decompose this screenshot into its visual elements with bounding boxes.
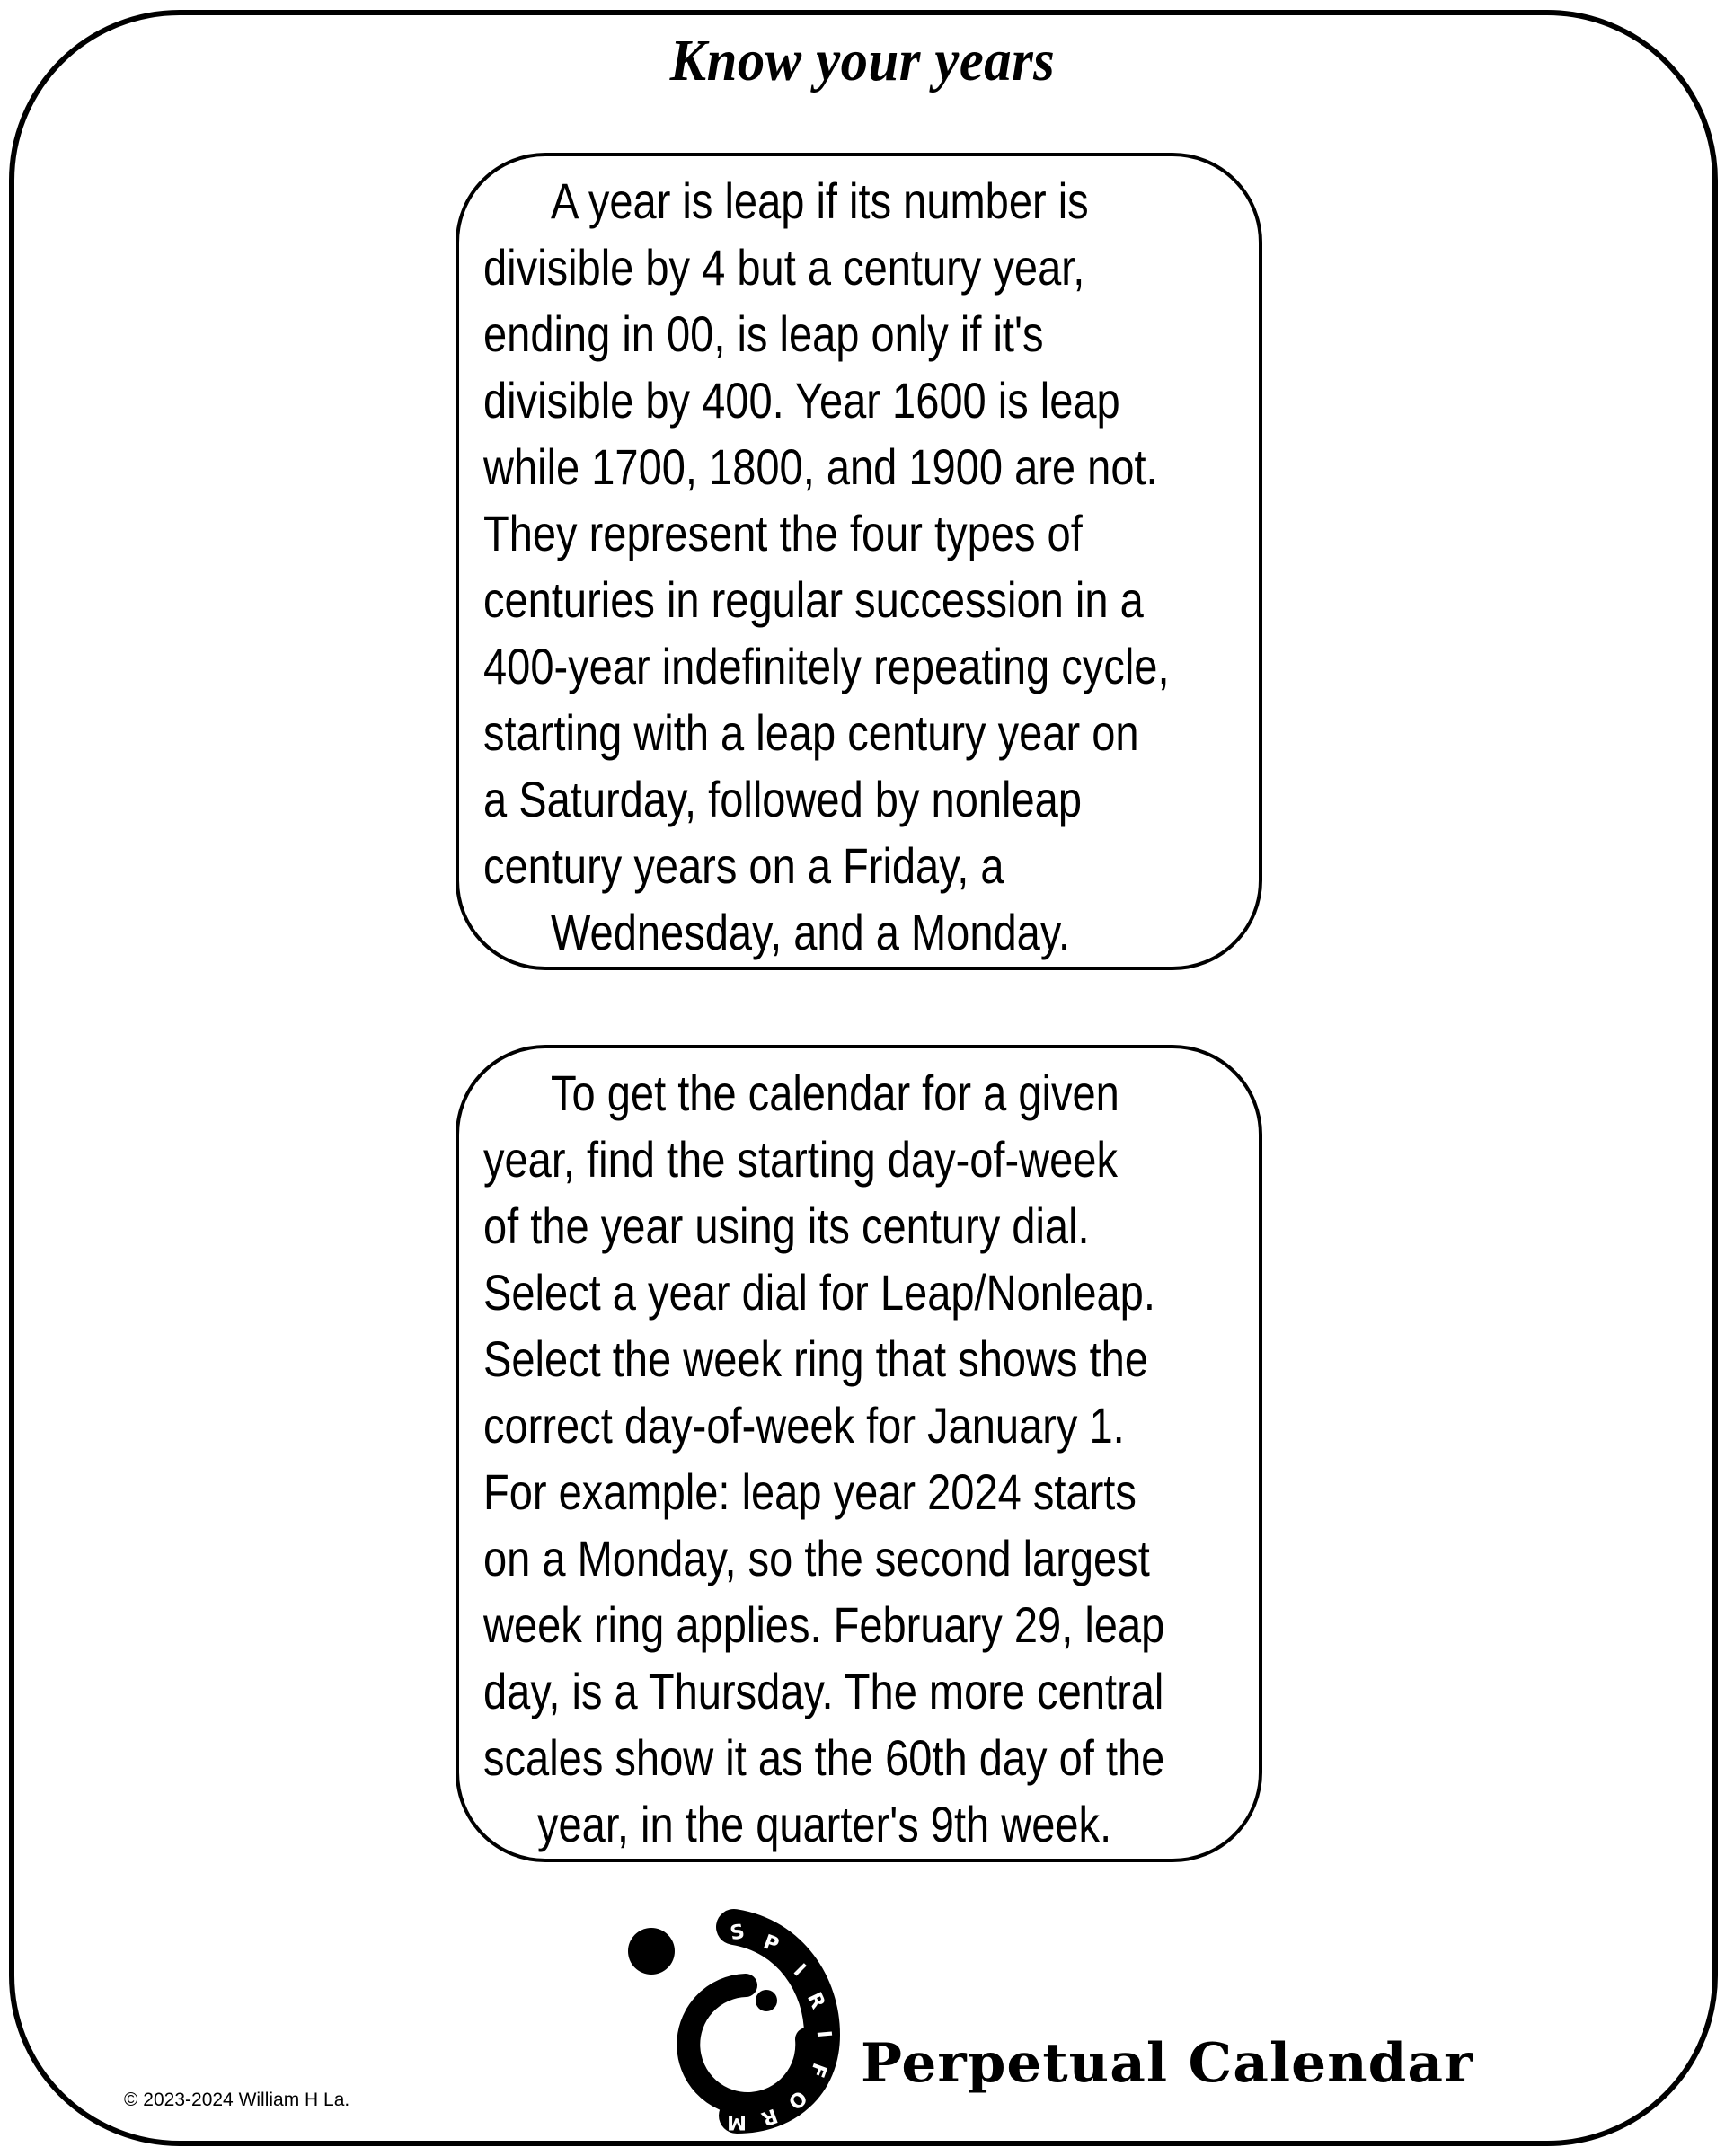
svg-text:R: R xyxy=(801,1989,829,2013)
svg-text:R: R xyxy=(757,2103,781,2130)
logo-outer-arc xyxy=(734,1927,822,2116)
page-title xyxy=(0,27,1725,95)
svg-text:I: I xyxy=(788,1959,810,1982)
text-line: divisible by 400. Year 1600 is leap xyxy=(483,372,1120,429)
text-line: To get the calendar for a given xyxy=(551,1065,1119,1121)
text-line: For example: leap year 2024 starts xyxy=(483,1463,1137,1520)
leap-year-rules-box xyxy=(456,153,1262,970)
svg-text:O: O xyxy=(783,2085,811,2114)
svg-text:F: F xyxy=(804,2059,831,2081)
logo-large-dot xyxy=(628,1928,675,1975)
text-line: A year is leap if its number is xyxy=(551,172,1089,229)
text-line: Select the week ring that shows the xyxy=(483,1330,1148,1387)
text-line: correct day-of-week for January 1. xyxy=(483,1397,1125,1454)
text-line: year, find the starting day-of-week xyxy=(483,1131,1118,1188)
text-line: ending in 00, is leap only if it's xyxy=(483,305,1044,362)
text-line: of the year using its century dial. xyxy=(483,1197,1090,1254)
text-line: week ring applies. February 29, leap xyxy=(483,1596,1165,1653)
text-line: starting with a leap century year on xyxy=(483,704,1139,761)
text-line: 400-year indefinitely repeating cycle, xyxy=(483,638,1170,694)
svg-text:S: S xyxy=(728,1920,747,1946)
text-line: century years on a Friday, a xyxy=(483,837,1004,894)
brand-name: Perpetual Calendar xyxy=(861,2032,1474,2095)
text-line: day, is a Thursday. The more central xyxy=(483,1663,1164,1719)
svg-text:M: M xyxy=(727,2110,747,2133)
svg-text:P: P xyxy=(760,1931,783,1957)
text-line: while 1700, 1800, and 1900 are not. xyxy=(483,438,1158,495)
text-line: Wednesday, and a Monday. xyxy=(551,904,1070,960)
text-line: divisible by 4 but a century year, xyxy=(483,239,1085,296)
calendar-usage-box xyxy=(456,1045,1262,1862)
svg-text:I: I xyxy=(811,2029,836,2039)
page-title-text: Know your years xyxy=(669,28,1056,93)
text-line: Select a year dial for Leap/Nonleap. xyxy=(483,1264,1155,1321)
spiriform-logo-icon xyxy=(620,1895,889,2147)
text-line: year, in the quarter's 9th week. xyxy=(537,1796,1112,1852)
text-line: They represent the four types of xyxy=(483,505,1083,561)
text-line: on a Monday, so the second largest xyxy=(483,1530,1150,1586)
text-line: a Saturday, followed by nonleap xyxy=(483,771,1082,827)
text-line: centuries in regular succession in a xyxy=(483,571,1144,628)
text-line: scales show it as the 60th day of the xyxy=(483,1729,1165,1786)
copyright-notice: © 2023-2024 William H La. xyxy=(124,2090,350,2110)
logo-small-dot xyxy=(756,1990,777,2011)
